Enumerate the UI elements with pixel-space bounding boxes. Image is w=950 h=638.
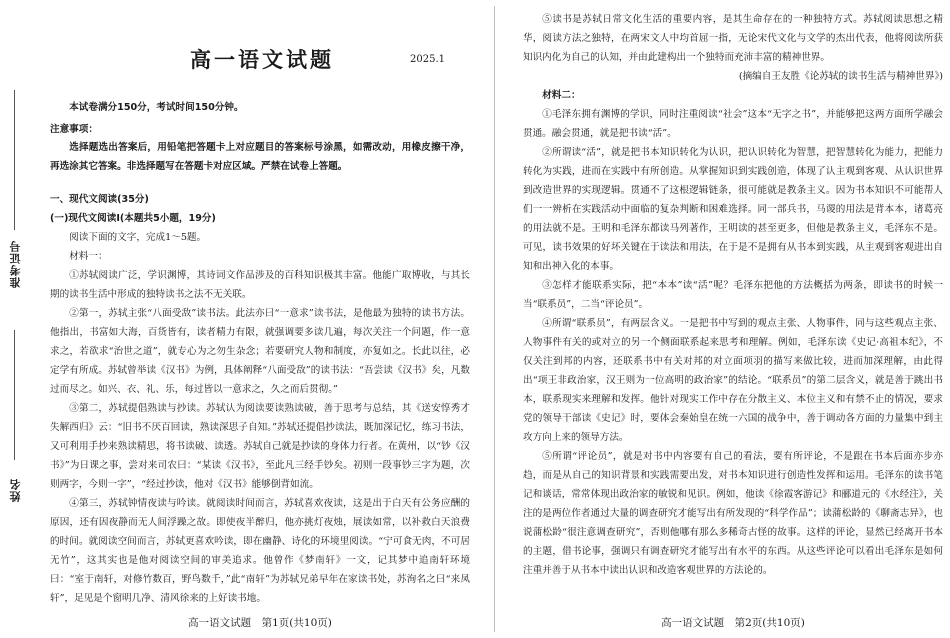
column-divider [494,6,495,632]
exam-id-line [14,90,15,230]
subsection-heading: (一)现代文阅读Ⅰ(本题共5小题，19分) [50,213,216,224]
paragraph: ①苏轼阅读广泛，学识渊博，其诗词文作品涉及的百科知识极其丰富。他能广取博收，与其长期的读书生活中形成的独特读书之法不无关联。 [50,270,470,300]
page-footer: 高一语文试题 第2页(共10页) [661,617,805,629]
notice-heading: 注意事项： [50,124,98,135]
source-citation: (摘编自王友胜《论苏轼的读书生活与精神世界》) [738,71,943,82]
paragraph: ①毛泽东拥有渊博的学识，同时注重阅读“社会”这本“无字之书”，并能够把这两方面所学融会贯通。融会贯通，就是把书读“活”。 [523,109,943,139]
exam-id-label: 准考证号 [9,240,22,288]
title-row [50,44,470,74]
section-heading: 一、现代文阅读(35分) [50,194,149,205]
page-1 [50,0,470,638]
material-label: 材料一： [69,251,108,262]
reading-instruction: 阅读下面的文字，完成1～5题。 [69,232,207,243]
page-title: 高一语文试题 [190,48,334,72]
paragraph: ②第一，苏轼主张“八面受敌”读书法。此法亦曰“一意求”读书法，是他最为独特的读书方法。他指出，书富如大海，百货皆有，读者精力有限，就强调要多读几遍，每次关注一个问题，作一意求之，若欲求“治世之道”，就专心为之勿生杂念；若要研究人物和制度，亦复如之。长此以往，必定学有所成。苏轼曾举读《汉书》为例，具体阐释“八面受敌”的读书法：“吾尝读《汉书》矣，凡数过而尽之。如兴、衣、礼、乐，每过皆以一意求之，久之而后贯彻。” [50,308,470,395]
page-2 [523,0,943,638]
exam-info: 本试卷满分150分，考试时间150分钟。 [69,102,244,113]
paragraph: ④所谓“联系员”，有两层含义。一是把书中写到的观点主张、人物事件，同与这些观点主张、人物事件有关的或对立的另一个侧面联系起来思考和理解。例如，毛泽东读《史记·高祖本纪》，不仅关注到邦的内容，还联系书中有关对邦的对立面项羽的描写来做比较，进而加深理解，由此得出“项王非政治家，汉王则为一位高明的政治家”的结论。“联系员”的第二层含义，就是善于跳出书本，联系现实来理解和发挥。他针对现实工作中存在分散主义、本位主义和有禁不止的情况，要求党的领导干部读《史记》时，要体会秦始皇在统一六国的战争中，善于调动各方面的力量集中到主攻方向上来的领导方法。 [523,318,943,443]
notice-text: 选择题选出答案后，用铅笔把答题卡上对应题目的答案标号涂黑，如需改动，用橡皮擦干净，再选涂其它答案。非选择题写在答题卡对应区域。严禁在试卷上答题。 [50,142,470,172]
exam-date: 2025.1 [410,54,445,65]
name-line [14,330,15,460]
paragraph: ②所谓读“活”，就是把书本知识转化为认识，把认识转化为智慧，把智慧转化为能力，把能力转化为实践，进而在实践中有所创造。从掌握知识到实践创造，体现了认主观到客观、从认识世界到改造世界的实现逻辑。贯通不了这根逻辑链条，很可能就是教条主义。因为书本知识不可能帮人们一一辨析在实践活动中面临的复杂判断和困难选择。同一部兵书，马谡的用法是背本本，诸葛亮的用法就不是。王明和毛泽东都读马列著作，王明读的甚至更多，但他是教条主义，毛泽东不是。可见，读书效果的好坏关键在于读法和用法，在于是不是拥有从书本到实践，从主观到客观进出自知和出神入化的本事。 [523,147,943,272]
binding-margin [0,0,40,638]
page-footer: 高一语文试题 第1页(共10页) [188,617,332,629]
paragraph: ③怎样才能联系实际，把“本本”读“活”呢？毛泽东把他的方法概括为两条，即读书的时候一当“联系员”，二当“评论员”。 [523,280,943,310]
material-label: 材料二： [542,90,581,101]
name-label: 姓名 [9,478,22,502]
paragraph: ⑤读书是苏轼日常文化生活的重要内容，是其生命存在的一种独特方式。苏轼阅读思想之精华，阅读方法之独特，在两宋文人中均首屈一指，无论宋代文化与文学的杰出代表，他将阅读所获知识内化为自己的认知，并由此建构出一个独特而充沛丰富的精神世界。 [523,14,943,63]
paragraph: ③第二，苏轼提倡熟读与抄读。苏轼认为阅读要读熟读破，善于思考与总结，其《送安惇秀才失解西归》云：“旧书不厌百回读，熟读深思子自知。”苏轼还提倡抄读法，既加深记忆，练习书法，又可利用手抄来熟读精思，将书读破、读透。苏轼自己就是抄读的身体力行者。在黄州，以“钞《汉书》”为日课之事，尝对来司农曰：“某读《汉书》，至此凡三经手钞矣。初则一段事钞三字为题，次则两字，今则一字”，“经过抄读，他对《汉书》能够倒背如流。 [50,403,470,490]
paragraph: ⑤所谓“评论员”，就是对书中内容要有自己的看法，要有所评论，不是跟在书本后面亦步亦趋，而是从自己的知识背景和实践需要出发，对书本知识进行创造性发挥和运用。毛泽东的读书笔记和谈话，常常体现出政治家的敏锐和见识。例如，他读《徐霞客游记》和郦道元的《水经注》，关注的是两位作者通过大量的调查研究才能写出有所发现的“科学作品”；读蒲松龄的《聊斋志异》，也说蒲松龄“很注意调查研究”，否则他哪有那么多稀奇古怪的故事。这样的评论，显然已经离开书本的主题，借书论事，强调只有调查研究才能写出有水平的东西。从这些评论可以看出毛泽东是如何注重并善于从书本中读出认识和改造客观世界的方法论的。 [523,451,943,576]
paragraph: ④第三，苏轼钟情夜读与吟读。就阅读时间而言，苏轼喜欢夜读，这是出于白天有公务应酬的原因，还有因夜静而无人间浮躁之故。即使夜半醉归，他亦挑灯夜烛，展读如常，以补救白天浪费的时间。就阅读空间而言，苏轼更喜欢吟读，即在幽静、诗化的环境里阅读。“宁可食无肉，不可居无竹”，这其实也是他对阅读空间的审美追求。他曾作《梦南轩》一文，记其梦中追南轩环境曰：“室于南轩，对修竹数百，野鸟数千，”此“南轩”为苏轼兄弟早年在家读书处，苏洵名之曰“来凤轩”，足见是个窗明几净、清风徐来的上好读书地。 [50,498,470,604]
